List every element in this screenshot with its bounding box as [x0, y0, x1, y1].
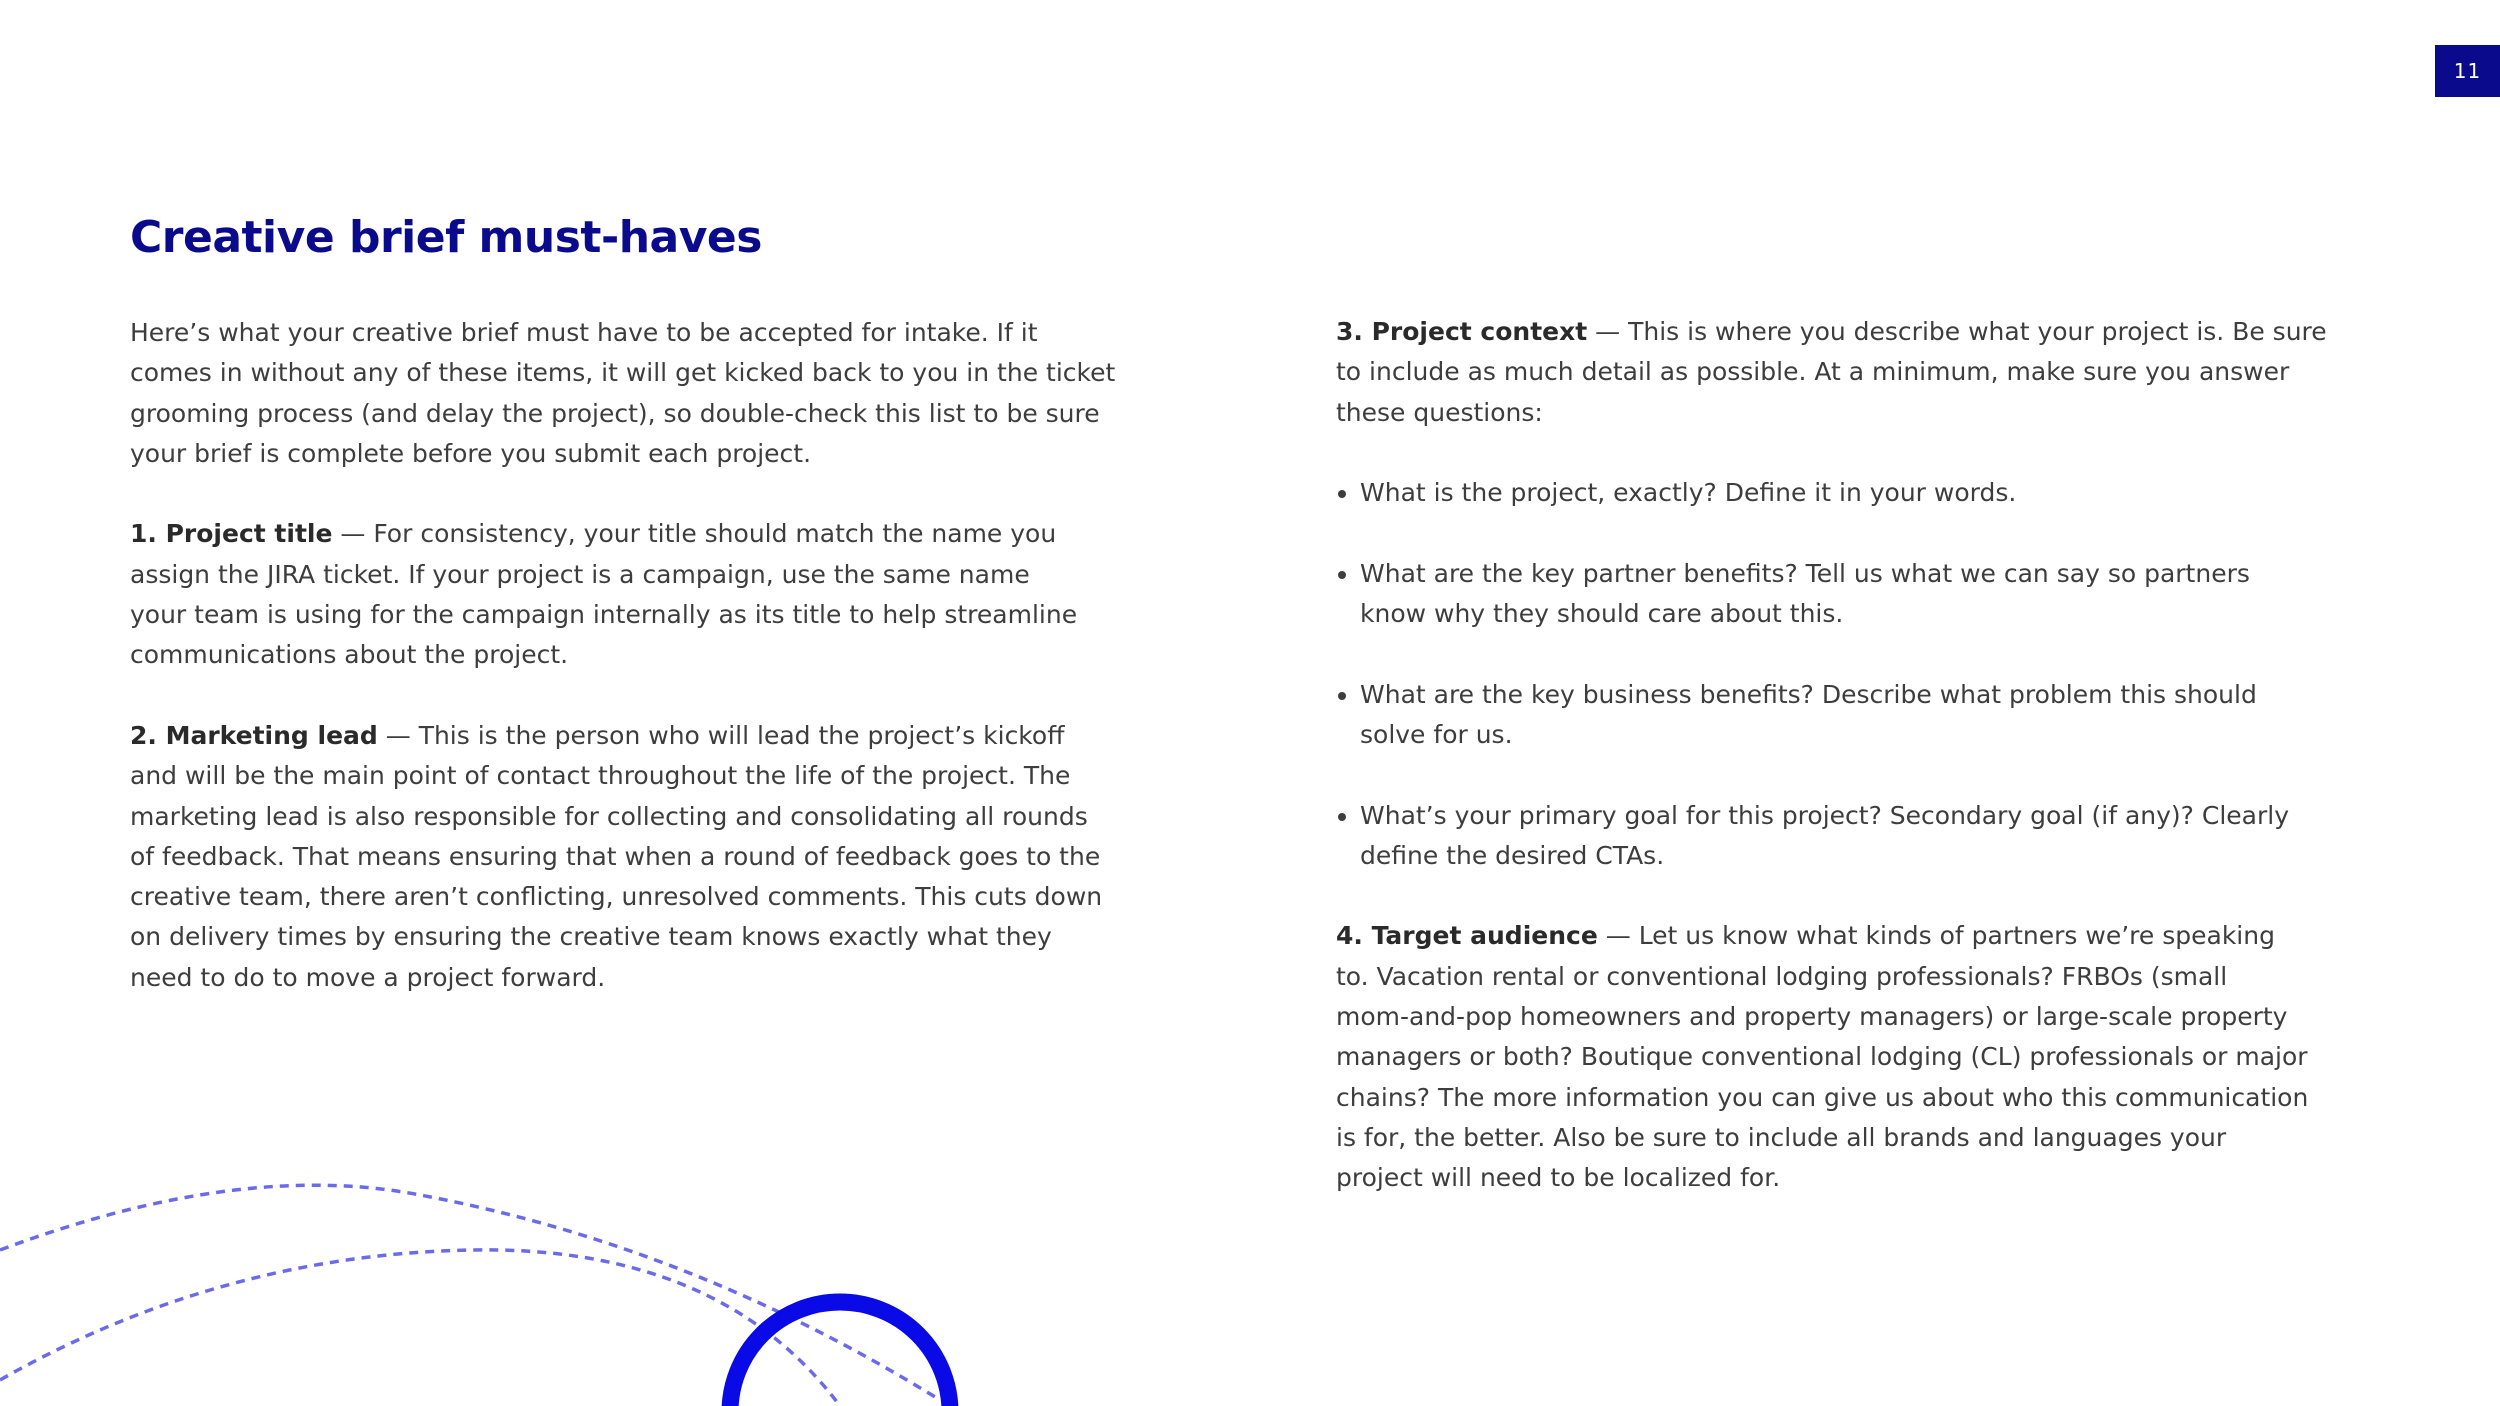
- bullet-line: know why they should care about this.: [1360, 599, 1844, 629]
- bullet-item-goals: [1336, 796, 2336, 877]
- marketing-lead-line: on delivery times by ensuring the creative team knows exactly what they: [130, 922, 1052, 952]
- ring-circle-icon: [730, 1302, 950, 1406]
- marketing-lead-line: and will be the main point of contact throughout the life of the project. The: [130, 761, 1071, 791]
- dashed-arc-outer: [0, 1185, 940, 1400]
- project-title-first-text: — For consistency, your title should match the name you: [332, 519, 1057, 549]
- intro-line: comes in without any of these items, it will get kicked back to you in the ticket: [130, 358, 1116, 388]
- project-context-line: to include as much detail as possible. At a minimum, make sure you answer: [1336, 357, 2290, 387]
- bullet-dot-icon: [1338, 571, 1346, 579]
- target-audience-first-text: — Let us know what kinds of partners we’re speaking: [1597, 921, 2275, 951]
- bullet-line: What is the project, exactly? Define it in your words.: [1360, 478, 2017, 508]
- marketing-lead-first-text: — This is the person who will lead the project’s kickoff: [377, 720, 1065, 750]
- marketing-lead-line: need to do to move a project forward.: [130, 962, 606, 992]
- page-number-badge: [2435, 45, 2500, 97]
- intro-line: Here’s what your creative brief must have to be accepted for intake. If it: [130, 318, 1038, 347]
- intro-line: your brief is complete before you submit each project.: [130, 438, 812, 468]
- bullet-dot-icon: [1338, 813, 1346, 821]
- dashed-arc-inner: [0, 1250, 840, 1406]
- project-title-first-line: [130, 514, 1130, 554]
- target-audience-line: managers or both? Boutique conventional lodging (CL) professionals or major: [1336, 1042, 2308, 1072]
- bullet-line: solve for us.: [1360, 719, 1513, 749]
- project-title-label: 1. Project title: [130, 519, 333, 549]
- marketing-lead-line: of feedback. That means ensuring that when a round of feedback goes to the: [130, 841, 1101, 871]
- project-title-line: assign the JIRA ticket. If your project is a campaign, use the same name: [130, 559, 1030, 589]
- project-context-paragraph: [1336, 312, 2336, 433]
- bullet-dot-icon: [1338, 692, 1346, 700]
- project-context-first-text: — This is where you describe what your project is. Be sure: [1587, 317, 2327, 346]
- marketing-lead-paragraph: [130, 716, 1130, 998]
- bullet-item-business-benefits: [1336, 675, 2336, 756]
- page-title: Creative brief must-haves: [130, 212, 762, 263]
- target-audience-line: is for, the better. Also be sure to include all brands and languages your: [1336, 1122, 2227, 1152]
- target-audience-line: project will need to be localized for.: [1336, 1163, 1781, 1193]
- project-context-line: these questions:: [1336, 397, 1543, 427]
- marketing-lead-line: marketing lead is also responsible for collecting and consolidating all rounds: [130, 801, 1088, 831]
- bullet-line: What are the key business benefits? Describe what problem this should: [1360, 679, 2257, 709]
- right-column: [1336, 312, 2336, 1199]
- intro-paragraph: [130, 313, 1130, 474]
- bullet-line: What’s your primary goal for this project? Secondary goal (if any)? Clearly: [1360, 800, 2290, 830]
- bullet-item-project: [1336, 473, 2336, 513]
- marketing-lead-line: creative team, there aren’t conflicting, unresolved comments. This cuts down: [130, 882, 1103, 912]
- project-context-first-line: [1336, 312, 2336, 352]
- bullet-line: define the desired CTAs.: [1360, 840, 1665, 870]
- target-audience-first-line: [1336, 916, 2336, 956]
- target-audience-line: to. Vacation rental or conventional lodging professionals? FRBOs (small: [1336, 961, 2228, 991]
- target-audience-line: chains? The more information you can give us about who this communication: [1336, 1082, 2309, 1112]
- bullet-item-partner-benefits: [1336, 554, 2336, 635]
- target-audience-line: mom-and-pop homeowners and property managers) or large-scale property: [1336, 1002, 2288, 1032]
- project-title-paragraph: [130, 514, 1130, 675]
- left-column: [130, 313, 1130, 998]
- project-title-line: communications about the project.: [130, 640, 569, 670]
- bullet-dot-icon: [1338, 490, 1346, 498]
- project-title-line: your team is using for the campaign internally as its title to help streamline: [130, 600, 1078, 630]
- bullet-line: What are the key partner benefits? Tell us what we can say so partners: [1360, 558, 2250, 588]
- marketing-lead-first-line: [130, 716, 1130, 756]
- marketing-lead-label: 2. Marketing lead: [130, 720, 378, 750]
- intro-line: grooming process (and delay the project), so double-check this list to be sure: [130, 398, 1100, 428]
- page-number: 11: [2453, 59, 2482, 83]
- target-audience-label: 4. Target audience: [1336, 921, 1598, 951]
- target-audience-paragraph: [1336, 916, 2336, 1198]
- project-context-label: 3. Project context: [1336, 317, 1588, 346]
